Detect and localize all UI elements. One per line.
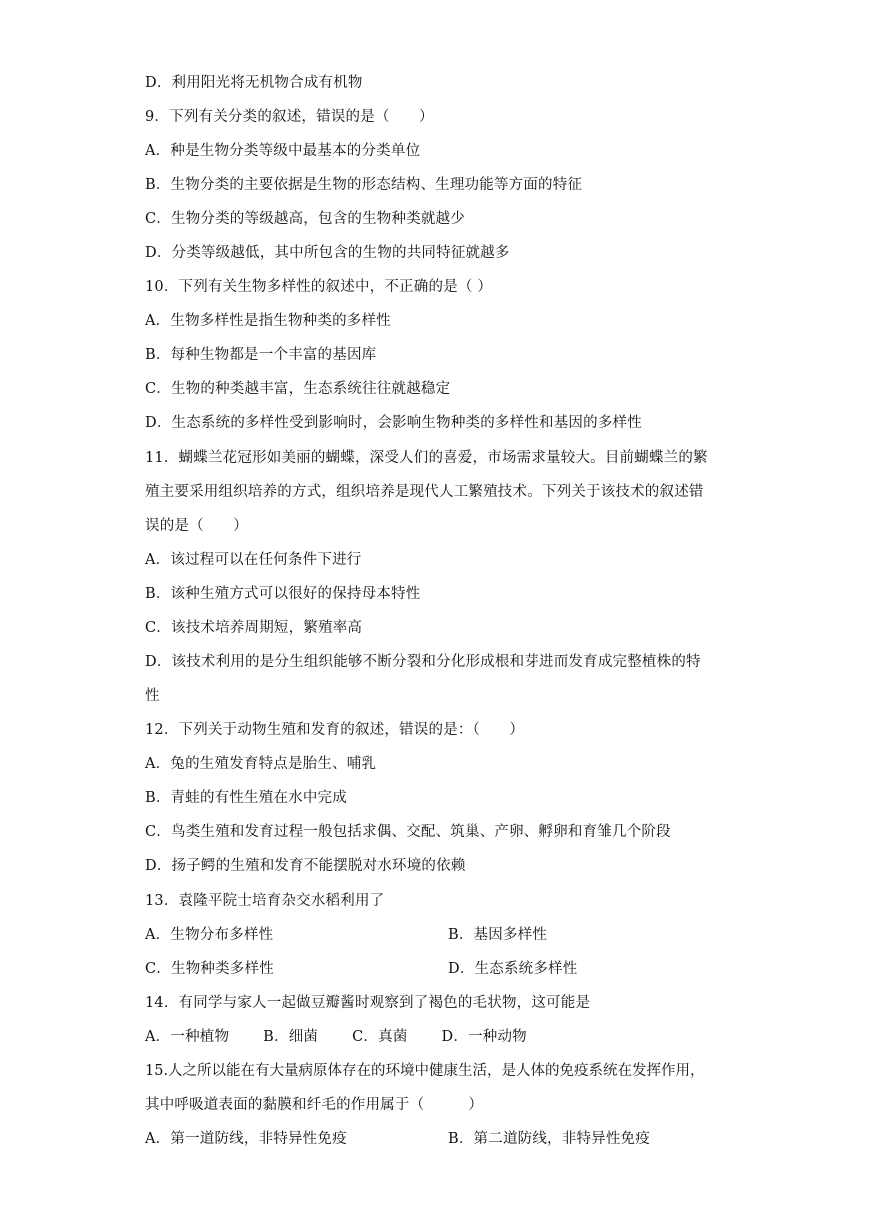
q14-option-c: C．真菌 [352, 1029, 408, 1045]
q15-stem-line1: 15.人之所以能在有大量病原体存在的环境中健康生活，是人体的免疫系统在发挥作用， [145, 1063, 705, 1079]
q13-option-a: A．生物分布多样性 [145, 927, 274, 943]
q8-option-d: D．利用阳光将无机物合成有机物 [145, 75, 363, 91]
q11-option-b: B．该种生殖方式可以很好的保持母本特性 [145, 586, 421, 602]
q14-options [145, 1027, 527, 1047]
q14-option-b: B．细菌 [263, 1029, 319, 1045]
q15-stem-line2: 其中呼吸道表面的黏膜和纤毛的作用属于（ ） [145, 1097, 484, 1113]
q10-option-c: C．生物的种类越丰富，生态系统往往就越稳定 [145, 381, 451, 397]
q14-option-a: A．一种植物 [145, 1029, 230, 1045]
q10-option-b: B．每种生物都是一个丰富的基因库 [145, 347, 377, 363]
q14-stem: 14．有同学与家人一起做豆瓣酱时观察到了褐色的毛状物，这可能是 [145, 995, 591, 1011]
q14-option-d: D．一种动物 [441, 1029, 527, 1045]
q11-option-d-line1: D．该技术利用的是分生组织能够不断分裂和分化形成根和芽进而发育成完整植株的特 [145, 654, 701, 670]
q15-option-b: B．第二道防线，非特异性免疫 [448, 1131, 650, 1147]
q10-option-a: A．生物多样性是指生物种类的多样性 [145, 313, 391, 329]
q11-option-c: C．该技术培养周期短，繁殖率高 [145, 620, 363, 636]
q15-option-a: A．第一道防线，非特异性免疫 [145, 1131, 347, 1147]
q12-option-a: A．兔的生殖发育特点是胎生、哺乳 [145, 756, 377, 772]
q11-option-d-line2: 性 [145, 688, 160, 704]
q9-option-c: C．生物分类的等级越高，包含的生物种类就越少 [145, 211, 465, 227]
q10-stem: 10．下列有关生物多样性的叙述中，不正确的是（ ） [145, 279, 493, 295]
q13-option-d: D．生态系统多样性 [448, 961, 578, 977]
q9-option-a: A．种是生物分类等级中最基本的分类单位 [145, 143, 421, 159]
q9-option-b: B．生物分类的主要依据是生物的形态结构、生理功能等方面的特征 [145, 177, 583, 193]
q11-option-a: A．该过程可以在任何条件下进行 [145, 552, 362, 568]
q13-stem: 13．袁隆平院士培育杂交水稻利用了 [145, 893, 385, 909]
q11-stem-line2: 殖主要采用组织培养的方式，组织培养是现代人工繁殖技术。下列关于该技术的叙述错 [145, 484, 704, 500]
q12-option-b: B．青蛙的有性生殖在水中完成 [145, 790, 347, 806]
q9-stem: 9．下列有关分类的叙述，错误的是（ ） [145, 109, 434, 125]
q12-option-d: D．扬子鳄的生殖和发育不能摆脱对水环境的依赖 [145, 858, 466, 874]
q11-stem-line1: 11．蝴蝶兰花冠形如美丽的蝴蝶，深受人们的喜爱，市场需求量较大。目前蝴蝶兰的繁 [145, 450, 708, 466]
q13-option-b: B．基因多样性 [448, 927, 548, 943]
q12-option-c: C．鸟类生殖和发育过程一般包括求偶、交配、筑巢、产卵、孵卵和育雏几个阶段 [145, 824, 671, 840]
q9-option-d: D．分类等级越低，其中所包含的生物的共同特征就越多 [145, 245, 510, 261]
q11-stem-line3: 误的是（ ） [145, 518, 248, 534]
q10-option-d: D．生态系统的多样性受到影响时，会影响生物种类的多样性和基因的多样性 [145, 415, 642, 431]
q12-stem: 12．下列关于动物生殖和发育的叙述，错误的是：（ ） [145, 722, 525, 738]
q13-option-c: C．生物种类多样性 [145, 961, 274, 977]
